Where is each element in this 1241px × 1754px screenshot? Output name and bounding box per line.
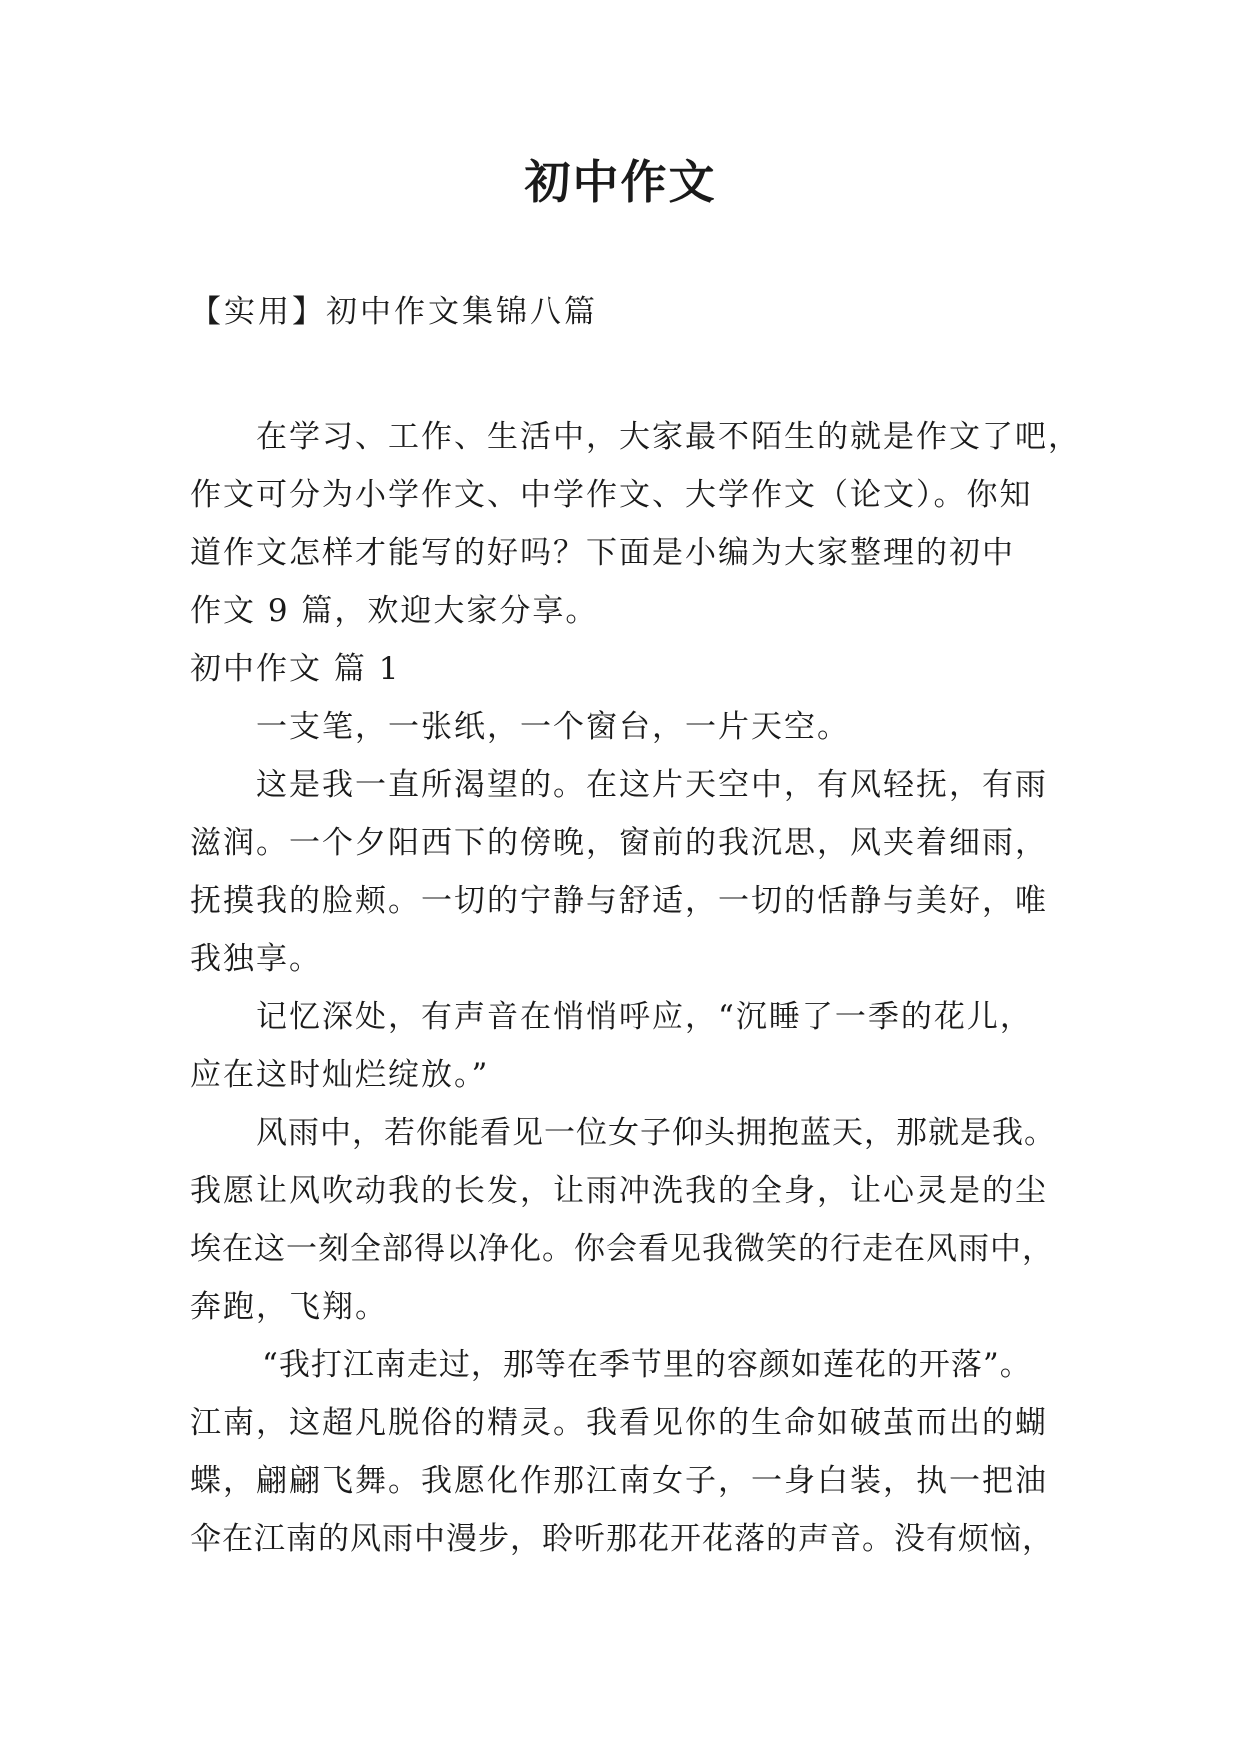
text-line: 抚摸我的脸颊。一切的宁静与舒适，一切的恬静与美好，唯: [190, 883, 1048, 919]
text-line: “我打江南走过，那等在季节里的容颜如莲花的开落”。: [262, 1347, 1032, 1383]
text-line: 这是我一直所渴望的。在这片天空中，有风轻抚，有雨: [256, 767, 1048, 803]
text-line: 记忆深处，有声音在悄悄呼应，“沉睡了一季的花儿，: [256, 999, 1033, 1035]
text-line: 我独享。: [190, 941, 322, 977]
text-line: 伞在江南的风雨中漫步，聆听那花开花落的声音。没有烦恼，: [190, 1521, 1054, 1557]
text-line: 作文 9 篇，欢迎大家分享。: [190, 593, 599, 629]
text-line: 应在这时灿烂绽放。”: [190, 1057, 490, 1093]
text-line: 滋润。一个夕阳西下的傍晚，窗前的我沉思，风夹着细雨，: [190, 825, 1048, 861]
text-line: 一支笔，一张纸，一个窗台，一片天空。: [256, 709, 850, 745]
text-line: 在学习、工作、生活中，大家最不陌生的就是作文了吧，: [256, 419, 1081, 455]
text-line: 风雨中，若你能看见一位女子仰头拥抱蓝天，那就是我。: [256, 1115, 1056, 1151]
text-line: 蝶，翩翩飞舞。我愿化作那江南女子，一身白装，执一把油: [190, 1463, 1048, 1499]
text-line: 作文可分为小学作文、中学作文、大学作文（论文）。你知: [190, 477, 1033, 513]
document-subtitle: 【实用】初中作文集锦八篇: [190, 294, 598, 330]
text-line: 我愿让风吹动我的长发，让雨冲洗我的全身，让心灵是的尘: [190, 1173, 1048, 1209]
document-title: 初中作文: [524, 155, 717, 209]
text-line: 道作文怎样才能写的好吗？下面是小编为大家整理的初中: [190, 535, 1015, 571]
text-line: 奔跑，飞翔。: [190, 1289, 388, 1325]
document-body: [190, 408, 1081, 1568]
text-line: 江南，这超凡脱俗的精灵。我看见你的生命如破茧而出的蝴: [190, 1405, 1048, 1441]
text-line: 埃在这一刻全部得以净化。你会看见我微笑的行走在风雨中，: [190, 1231, 1054, 1267]
section-heading: 初中作文 篇 1: [190, 651, 401, 687]
